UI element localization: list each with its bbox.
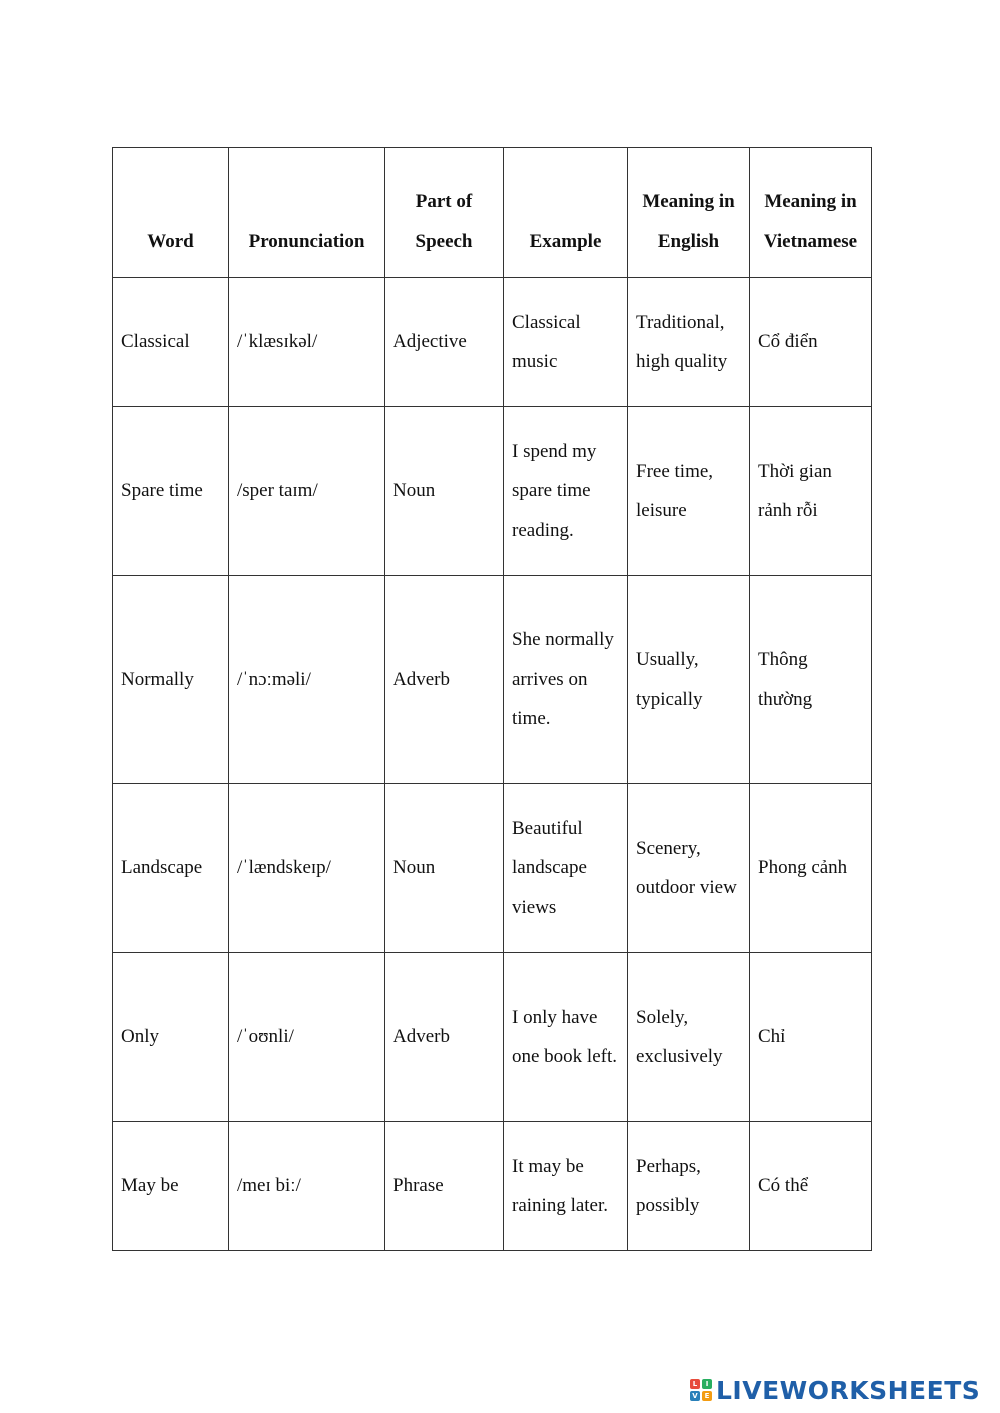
cell-meaning-english: Traditional, high quality bbox=[628, 278, 750, 407]
header-meaning-vietnamese: Meaning in Vietnamese bbox=[750, 148, 872, 278]
cell-meaning-vietnamese: Phong cảnh bbox=[750, 784, 872, 953]
cell-part-of-speech: Noun bbox=[385, 784, 504, 953]
header-pronunciation: Pronunciation bbox=[229, 148, 385, 278]
table-row bbox=[113, 1122, 872, 1251]
cell-part-of-speech: Adverb bbox=[385, 576, 504, 784]
cell-meaning-vietnamese: Thời gian rảnh rỗi bbox=[750, 407, 872, 576]
cell-example: Beautiful landscape views bbox=[504, 784, 628, 953]
cell-part-of-speech: Phrase bbox=[385, 1122, 504, 1251]
cell-pronunciation: /ˈoʊnli/ bbox=[229, 953, 385, 1122]
logo-text: LIVEWORKSHEETS bbox=[716, 1375, 981, 1405]
cell-part-of-speech: Adverb bbox=[385, 953, 504, 1122]
cell-pronunciation: /ˈklæsɪkəl/ bbox=[229, 278, 385, 407]
cell-word: Spare time bbox=[113, 407, 229, 576]
table-row bbox=[113, 784, 872, 953]
cell-meaning-vietnamese: Có thể bbox=[750, 1122, 872, 1251]
cell-example: It may be raining later. bbox=[504, 1122, 628, 1251]
logo-tile-l: L bbox=[690, 1379, 700, 1389]
table-header-row bbox=[113, 148, 872, 278]
cell-meaning-english: Scenery, outdoor view bbox=[628, 784, 750, 953]
cell-example: She normally arrives on time. bbox=[504, 576, 628, 784]
liveworksheets-logo-icon bbox=[690, 1379, 712, 1401]
cell-word: Classical bbox=[113, 278, 229, 407]
cell-pronunciation: /ˈnɔːməli/ bbox=[229, 576, 385, 784]
cell-pronunciation: /ˈlændskeɪp/ bbox=[229, 784, 385, 953]
cell-meaning-english: Free time, leisure bbox=[628, 407, 750, 576]
cell-part-of-speech: Adjective bbox=[385, 278, 504, 407]
cell-pronunciation: /sper taɪm/ bbox=[229, 407, 385, 576]
logo-tile-i: I bbox=[702, 1379, 712, 1389]
cell-meaning-vietnamese: Chỉ bbox=[750, 953, 872, 1122]
cell-word: Normally bbox=[113, 576, 229, 784]
logo-tile-v: V bbox=[690, 1391, 700, 1401]
cell-meaning-english: Usually, typically bbox=[628, 576, 750, 784]
table-row bbox=[113, 953, 872, 1122]
header-example: Example bbox=[504, 148, 628, 278]
cell-example: Classical music bbox=[504, 278, 628, 407]
cell-meaning-english: Solely, exclusively bbox=[628, 953, 750, 1122]
cell-pronunciation: /meɪ biː/ bbox=[229, 1122, 385, 1251]
cell-meaning-vietnamese: Cổ điển bbox=[750, 278, 872, 407]
header-meaning-english: Meaning in English bbox=[628, 148, 750, 278]
cell-meaning-vietnamese: Thông thường bbox=[750, 576, 872, 784]
cell-word: Only bbox=[113, 953, 229, 1122]
cell-word: May be bbox=[113, 1122, 229, 1251]
cell-example: I spend my spare time reading. bbox=[504, 407, 628, 576]
header-word: Word bbox=[113, 148, 229, 278]
cell-meaning-english: Perhaps, possibly bbox=[628, 1122, 750, 1251]
table-row bbox=[113, 407, 872, 576]
cell-word: Landscape bbox=[113, 784, 229, 953]
header-part-of-speech: Part of Speech bbox=[385, 148, 504, 278]
table-row bbox=[113, 278, 872, 407]
vocabulary-table bbox=[112, 147, 872, 1251]
table-row bbox=[113, 576, 872, 784]
cell-example: I only have one book left. bbox=[504, 953, 628, 1122]
liveworksheets-logo[interactable] bbox=[690, 1374, 980, 1406]
cell-part-of-speech: Noun bbox=[385, 407, 504, 576]
logo-tile-e: E bbox=[702, 1391, 712, 1401]
